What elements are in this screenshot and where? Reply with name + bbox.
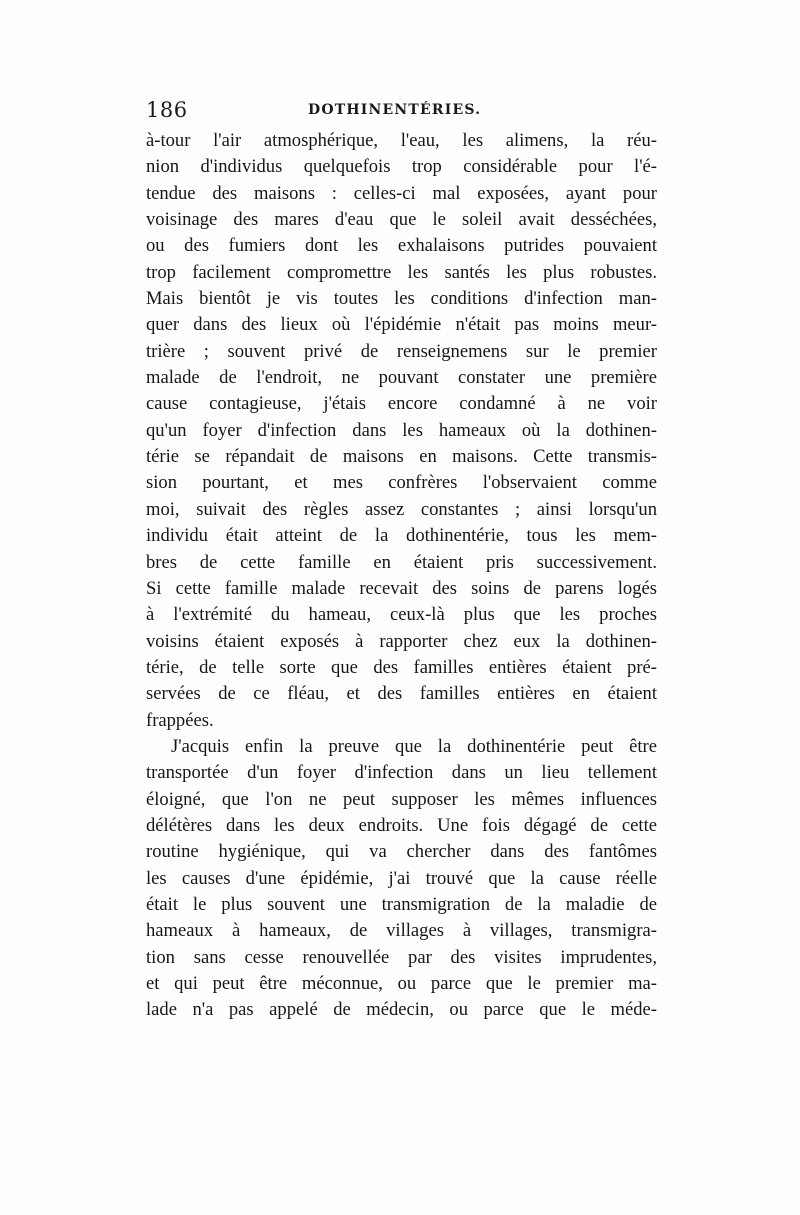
text-line: était le plus souvent une transmigration de la maladie de xyxy=(146,893,657,915)
text-line: et qui peut être méconnue, ou parce que le premier ma- xyxy=(146,973,657,994)
text-line: routine hygiénique, qui va chercher dans des fantômes xyxy=(146,841,657,863)
text-line: tendue des maisons : celles-ci mal exposées, ayant pour xyxy=(146,182,657,204)
text-line: à-tour l'air atmosphérique, l'eau, les alimens, la réu- xyxy=(146,130,657,151)
text-line: servées de ce fléau, et des familles entières en étaient xyxy=(146,683,657,705)
text-line: lade n'a pas appelé de médecin, ou parce que le méde- xyxy=(146,999,657,1021)
page-number: 186 xyxy=(146,98,188,122)
text-line: sion pourtant, et mes confrères l'observaient comme xyxy=(146,472,657,494)
text-line: cause contagieuse, j'étais encore condamné à ne voir xyxy=(146,393,657,415)
text-line: hameaux à hameaux, de villages à villages, transmigra- xyxy=(146,920,657,942)
text-line: térie, de telle sorte que des familles entières étaient pré- xyxy=(146,656,657,678)
text-line: éloigné, que l'on ne peut supposer les mêmes influences xyxy=(146,788,657,810)
body-text xyxy=(146,128,657,1024)
paragraph-end-line: frappées. xyxy=(146,709,214,731)
text-line: les causes d'une épidémie, j'ai trouvé que la cause réelle xyxy=(146,867,657,889)
paragraph-start-line: J'acquis enfin la preuve que la dothinentérie peut être xyxy=(171,735,657,757)
text-line: nion d'individus quelquefois trop considérable pour l'é- xyxy=(146,156,657,178)
text-line: qu'un foyer d'infection dans les hameaux où la dothinen- xyxy=(146,419,657,441)
text-line: bres de cette famille en étaient pris successivement. xyxy=(146,551,657,573)
text-line: voisins étaient exposés à rapporter chez eux la dothinen- xyxy=(146,630,657,652)
text-line: trière ; souvent privé de renseignemens sur le premier xyxy=(146,340,657,362)
text-line: à l'extrémité du hameau, ceux-là plus que les proches xyxy=(146,604,657,626)
text-line: ou des fumiers dont les exhalaisons putrides pouvaient xyxy=(146,235,657,257)
text-line: délétères dans les deux endroits. Une fois dégagé de cette xyxy=(146,814,657,836)
text-line: transportée d'un foyer d'infection dans un lieu tellement xyxy=(146,762,657,784)
text-line: moi, suivait des règles assez constantes ; ainsi lorsqu'un xyxy=(146,498,657,520)
text-line: Si cette famille malade recevait des soins de parens logés xyxy=(146,577,657,599)
text-line: individu était atteint de la dothinentérie, tous les mem- xyxy=(146,525,657,547)
text-line: malade de l'endroit, ne pouvant constater une première xyxy=(146,367,657,389)
text-line: tion sans cesse renouvellée par des visites imprudentes, xyxy=(146,946,657,968)
text-line: Mais bientôt je vis toutes les conditions d'infection man- xyxy=(146,288,657,310)
running-title: DOTHINENTÉRIES. xyxy=(308,102,482,118)
text-line: térie se répandait de maisons en maisons. Cette transmis- xyxy=(146,446,657,468)
text-line: trop facilement compromettre les santés les plus robustes. xyxy=(146,261,657,283)
text-line: quer dans des lieux où l'épidémie n'était pas moins meur- xyxy=(146,314,657,336)
text-line: voisinage des mares d'eau que le soleil avait desséchées, xyxy=(146,209,657,231)
page-header xyxy=(146,98,657,128)
